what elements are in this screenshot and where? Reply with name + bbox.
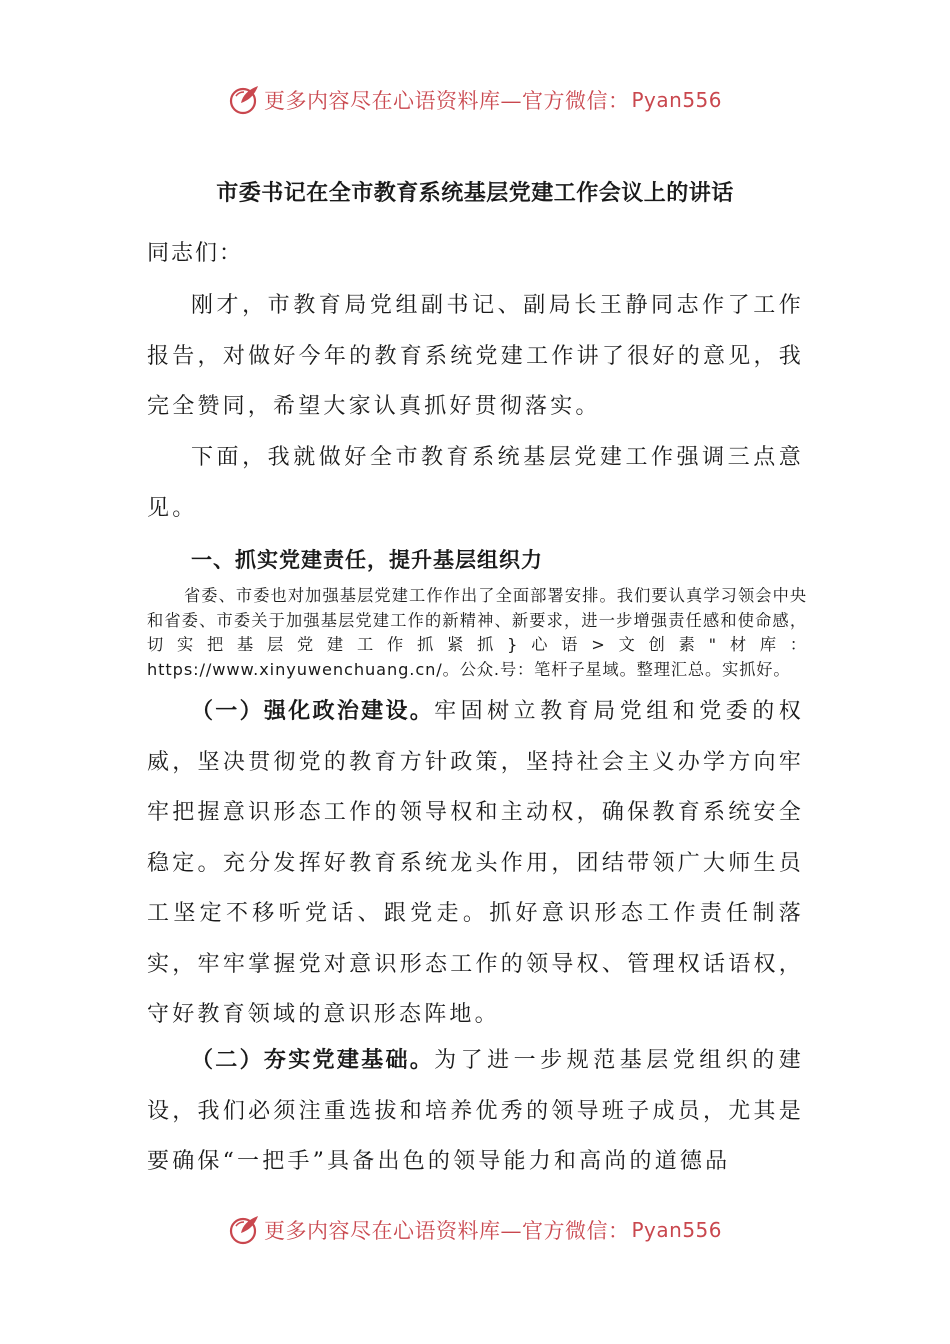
section-heading-1: 一、抓实党建责任，提升基层组织力 [191,548,543,572]
item-2-text: 为了进一步规范基层党组织的建设，我们必须注重选拔和培养优秀的领导班子成员，尤其是要确保“一把手”具备出色的领导能力和高尚的道德品 [147,1048,804,1174]
item-1-text: 牢固树立教育局党组和党委的权威，坚决贯彻党的教育方针政策，坚持社会主义办学方向牢牢把握意识形态工作的领导权和主动权，确保教育系统安全稳定。充分发挥好教育系统龙头作用，团结带领广大师生员工坚定不移听党话、跟党走。抓好意识形态工作责任制落实，牢牢掌握党对意识形态工作的领导权、管理权话语权，守好教育领域的意识形态阵地。 [147,699,804,1027]
document-title: 市委书记在全市教育系统基层党建工作会议上的讲话 [216,181,734,206]
quill-logo-icon [228,1214,260,1246]
greeting: 同志们： [147,241,244,266]
paragraph-intro: 下面，我就做好全市教育系统基层党建工作强调三点意见。 [147,445,804,521]
quill-logo-icon [228,84,260,116]
paragraph-opening: 刚才，市教育局党组副书记、副局长王静同志作了工作报告，对做好今年的教育系统党建工作讲了很好的意见，我完全赞同，希望大家认真抓好贯彻落实。 [147,293,804,419]
footer-watermark [0,1214,950,1246]
section-intro-paragraph: 省委、市委也对加强基层党建工作作出了全面部署安排。我们要认真学习领会中央和省委、市委关于加强基层党建工作的新精神、新要求，进一步增强责任感和使命感，切实把基层党建工作抓紧抓}心语>文创素"材库：https://www.xinyuwenchuang.cn/。公众.号：笔杆子星域。整理汇总。实抓好。 [147,586,807,679]
item-2-label: （二）夯实党建基础。 [191,1048,435,1073]
watermark-wechat-id: Pyan556 [631,1218,722,1242]
watermark-text: 更多内容尽在心语资料库—官方微信： [263,1219,630,1243]
header-watermark [0,84,950,116]
paragraph-item-1 [147,687,804,1041]
item-1-label: （一）强化政治建设。 [191,699,435,724]
watermark-wechat-id: Pyan556 [631,88,722,112]
watermark-text: 更多内容尽在心语资料库—官方微信： [263,89,630,113]
paragraph-item-2 [147,1036,804,1188]
